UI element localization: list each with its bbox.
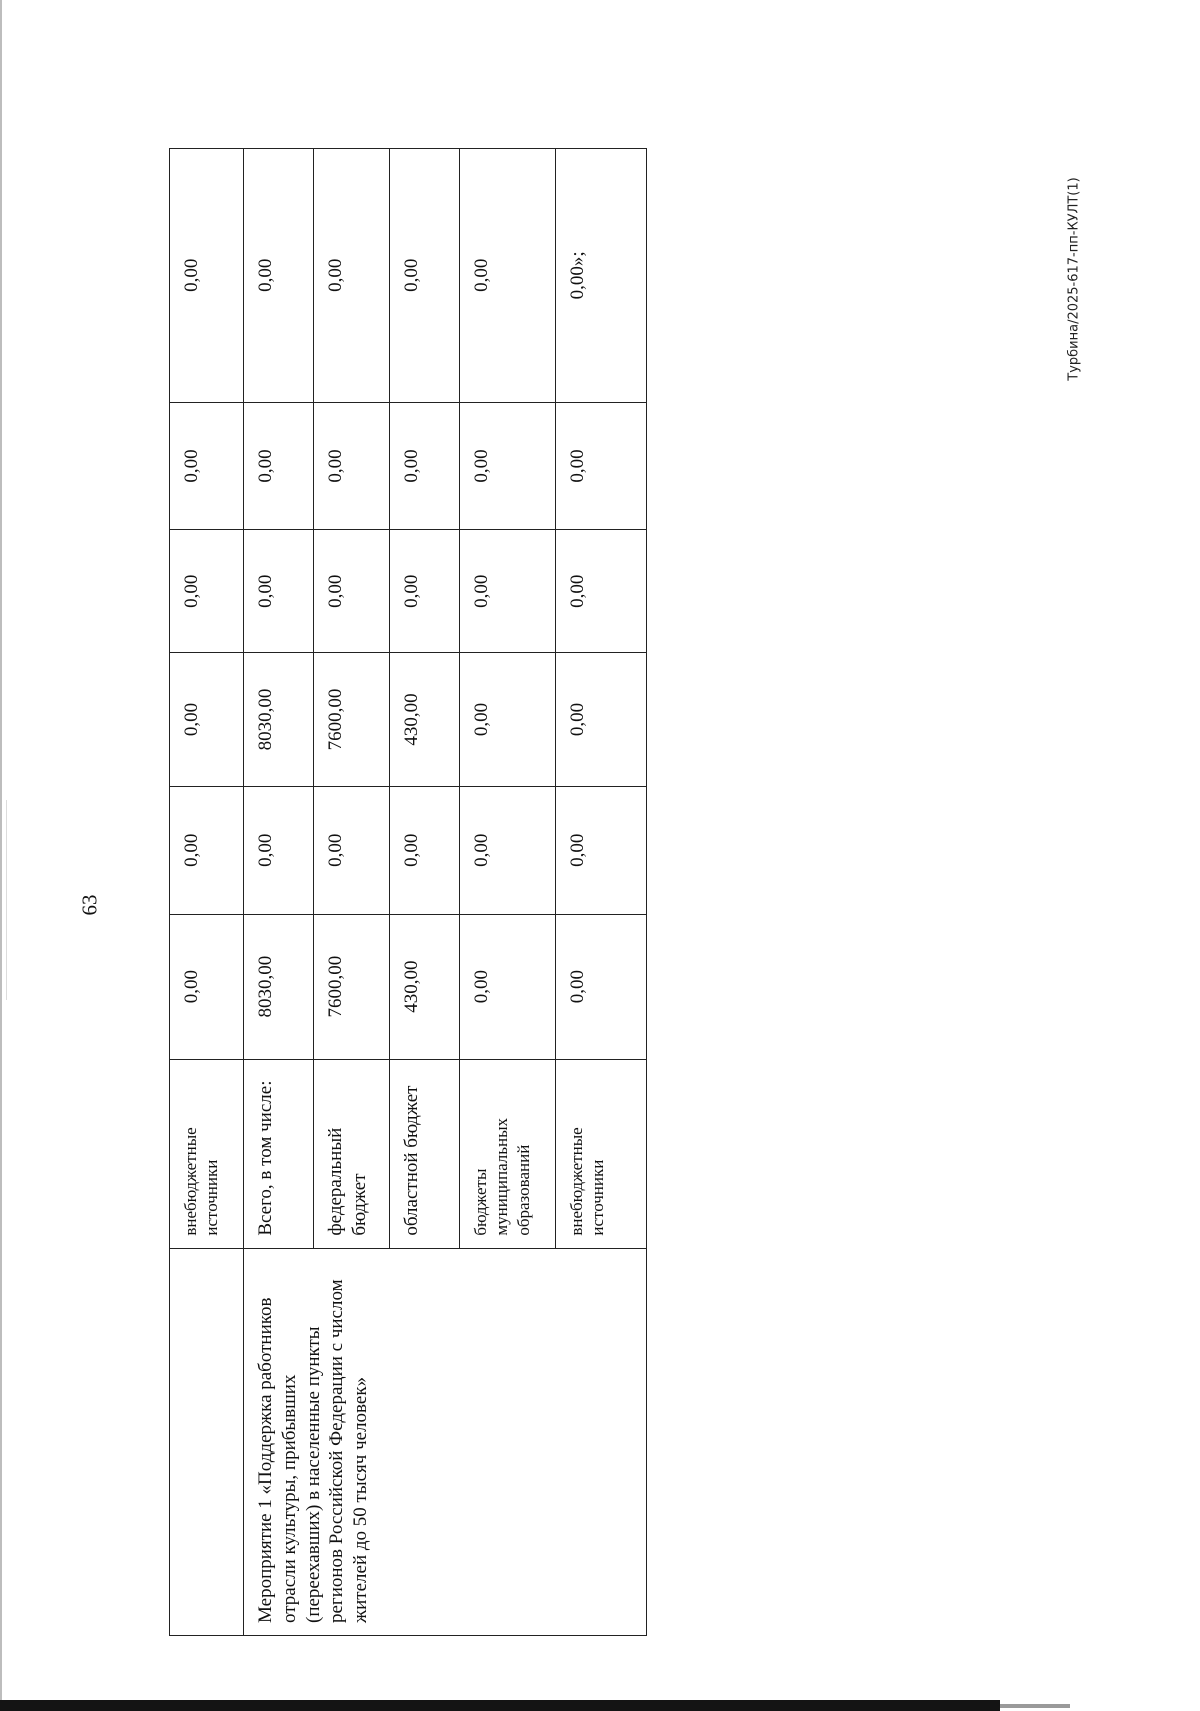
source-cell: Всего, в том числе: bbox=[244, 1059, 314, 1248]
value-cell: 0,00 bbox=[244, 786, 314, 914]
value-cell: 0,00 bbox=[556, 914, 647, 1059]
source-cell: областной бюджет bbox=[390, 1059, 460, 1248]
scan-artifact-line bbox=[6, 800, 7, 1000]
value-cell: 0,00 bbox=[556, 530, 647, 653]
scan-bottom-bar bbox=[0, 1700, 1000, 1711]
value-cell: 8030,00 bbox=[244, 653, 314, 787]
value-cell: 0,00 bbox=[244, 402, 314, 530]
document-stamp: Турбина/2025-617-пп-КУЛТ(1) bbox=[1066, 177, 1082, 381]
value-cell: 0,00 bbox=[170, 786, 244, 914]
activity-cell-empty bbox=[170, 1248, 244, 1635]
value-cell: 0,00»; bbox=[556, 149, 647, 403]
value-cell: 0,00 bbox=[390, 402, 460, 530]
value-cell: 0,00 bbox=[556, 786, 647, 914]
scan-left-edge bbox=[0, 0, 2, 1711]
source-cell: бюджеты муниципальных образований bbox=[460, 1059, 556, 1248]
value-cell: 0,00 bbox=[460, 786, 556, 914]
source-cell: внебюджетные источники bbox=[170, 1059, 244, 1248]
value-cell: 0,00 bbox=[314, 530, 390, 653]
value-cell: 0,00 bbox=[170, 914, 244, 1059]
value-cell: 0,00 bbox=[460, 530, 556, 653]
value-cell: 8030,00 bbox=[244, 914, 314, 1059]
value-cell: 0,00 bbox=[170, 149, 244, 403]
value-cell: 0,00 bbox=[390, 530, 460, 653]
table-row bbox=[244, 149, 314, 1636]
value-cell: 0,00 bbox=[460, 402, 556, 530]
value-cell: 0,00 bbox=[244, 530, 314, 653]
value-cell: 430,00 bbox=[390, 653, 460, 787]
table-row bbox=[170, 149, 244, 1636]
value-cell: 0,00 bbox=[390, 786, 460, 914]
funding-table bbox=[169, 148, 647, 1636]
value-cell: 7600,00 bbox=[314, 914, 390, 1059]
activity-title-cell: Мероприятие 1 «Поддержка работников отрасли культуры, прибывших (переехавших) в населенные пункты регионов Российской Федерации с числом жителей до 50 тысяч человек» bbox=[244, 1248, 647, 1635]
value-cell: 0,00 bbox=[460, 653, 556, 787]
value-cell: 0,00 bbox=[460, 149, 556, 403]
value-cell: 0,00 bbox=[170, 653, 244, 787]
page-number: 63 bbox=[77, 894, 102, 916]
value-cell: 0,00 bbox=[170, 402, 244, 530]
value-cell: 0,00 bbox=[170, 530, 244, 653]
source-cell: внебюджетные источники bbox=[556, 1059, 647, 1248]
scan-bottom-bar-tail bbox=[1000, 1704, 1070, 1708]
funding-table-rotated bbox=[169, 148, 646, 1636]
value-cell: 0,00 bbox=[314, 402, 390, 530]
source-cell: федеральный бюджет bbox=[314, 1059, 390, 1248]
value-cell: 0,00 bbox=[314, 786, 390, 914]
value-cell: 0,00 bbox=[244, 149, 314, 403]
value-cell: 0,00 bbox=[556, 402, 647, 530]
value-cell: 0,00 bbox=[314, 149, 390, 403]
value-cell: 0,00 bbox=[556, 653, 647, 787]
value-cell: 0,00 bbox=[460, 914, 556, 1059]
value-cell: 430,00 bbox=[390, 914, 460, 1059]
value-cell: 0,00 bbox=[390, 149, 460, 403]
value-cell: 7600,00 bbox=[314, 653, 390, 787]
